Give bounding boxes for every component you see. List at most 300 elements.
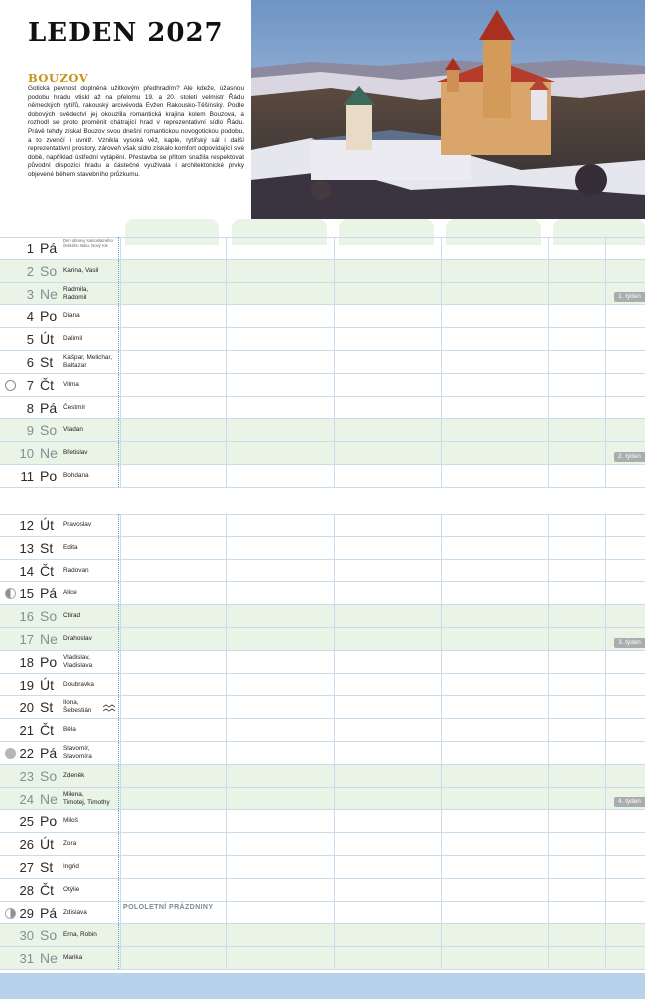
day-name: St: [40, 699, 54, 716]
column-divider: [441, 674, 442, 696]
day-name: Út: [40, 517, 54, 533]
column-divider: [334, 719, 335, 741]
column-divider: [120, 283, 121, 305]
month-title: LEDEN 2027: [28, 18, 224, 48]
day-row[interactable]: [0, 397, 645, 420]
column-divider: [548, 833, 549, 855]
column-divider: [334, 237, 335, 259]
column-divider: [334, 765, 335, 787]
column-divider: [605, 582, 606, 604]
column-divider: [334, 260, 335, 282]
name-day: Marika: [63, 954, 83, 962]
column-divider: [120, 374, 121, 396]
day-row[interactable]: [0, 856, 645, 879]
column-divider: [605, 833, 606, 855]
column-divider: [605, 419, 606, 441]
column-divider: [334, 788, 335, 810]
column-divider: [226, 419, 227, 441]
column-divider: [334, 924, 335, 946]
day-row[interactable]: [0, 674, 645, 697]
day-name: Pá: [40, 399, 58, 416]
column-divider: [605, 605, 606, 627]
column-divider: [605, 788, 606, 810]
day-row[interactable]: [0, 560, 645, 583]
column-divider: [441, 305, 442, 327]
column-divider: [548, 651, 549, 673]
column-divider: [120, 742, 121, 764]
name-day: Zdeněk: [63, 771, 85, 779]
column-divider: [120, 537, 121, 559]
day-name: Ne: [40, 445, 58, 462]
column-divider: [441, 696, 442, 718]
column-divider: [120, 442, 121, 464]
column-divider: [441, 283, 442, 305]
column-divider: [441, 442, 442, 464]
day-name: Út: [40, 836, 54, 853]
day-row[interactable]: [0, 788, 645, 811]
column-divider: [120, 947, 121, 969]
column-divider: [605, 947, 606, 969]
day-row[interactable]: [0, 374, 645, 397]
day-number: 10: [19, 446, 34, 462]
aquarius-icon: [103, 704, 115, 712]
day-name: Čt: [40, 562, 54, 579]
column-divider: [226, 605, 227, 627]
column-divider: [334, 810, 335, 832]
day-number: 28: [19, 882, 34, 898]
column-divider: [120, 328, 121, 350]
column-divider: [226, 582, 227, 604]
column-divider: [226, 765, 227, 787]
name-day: Radmila, Radomil: [63, 285, 89, 301]
column-divider: [120, 788, 121, 810]
day-name: So: [40, 608, 58, 625]
column-divider: [605, 651, 606, 673]
day-row[interactable]: [0, 765, 645, 788]
column-divider: [334, 947, 335, 969]
day-row[interactable]: [0, 514, 645, 537]
name-day: Ingrid: [63, 863, 79, 870]
column-divider: [441, 397, 442, 419]
day-name: Pá: [40, 240, 58, 256]
column-divider: [226, 696, 227, 718]
day-number: 15: [19, 586, 34, 602]
column-divider: [605, 628, 606, 650]
column-divider: [120, 397, 121, 419]
column-divider: [334, 560, 335, 582]
day-row[interactable]: [0, 328, 645, 351]
name-day: Otýlie: [63, 885, 80, 893]
column-divider: [334, 328, 335, 350]
name-day: Zdislava: [63, 908, 87, 916]
column-divider: [548, 560, 549, 582]
column-divider: [605, 924, 606, 946]
column-divider: [548, 924, 549, 946]
day-number: 12: [19, 518, 34, 533]
column-divider: [441, 902, 442, 924]
column-divider: [548, 856, 549, 878]
name-day: Radovan: [63, 566, 89, 574]
column-divider: [605, 374, 606, 396]
day-name: Ne: [40, 631, 58, 647]
castle-photo: [251, 0, 645, 219]
name-day: Čestmír: [63, 403, 86, 411]
column-divider: [226, 833, 227, 855]
column-divider: [441, 605, 442, 627]
column-divider: [120, 765, 121, 787]
name-day: Ctirad: [63, 612, 81, 620]
tab-row: [0, 219, 645, 237]
column-divider: [441, 537, 442, 559]
day-number: 16: [19, 609, 34, 625]
day-name: Čt: [40, 722, 54, 739]
column-divider: [441, 788, 442, 810]
column-divider: [334, 351, 335, 373]
column-divider: [226, 810, 227, 832]
column-divider: [548, 582, 549, 604]
name-day: Doubravka: [63, 680, 94, 688]
column-divider: [605, 260, 606, 282]
column-divider: [226, 674, 227, 696]
column-divider: [548, 465, 549, 487]
column-divider: [548, 260, 549, 282]
column-divider: [334, 856, 335, 878]
name-day: Dalimil: [63, 335, 83, 343]
column-divider: [605, 328, 606, 350]
column-divider: [334, 537, 335, 559]
column-divider: [548, 537, 549, 559]
column-divider: [120, 514, 121, 536]
name-day: Kašpar, Melichar, Baltazar: [63, 354, 113, 369]
column-divider: [120, 628, 121, 650]
column-divider: [120, 605, 121, 627]
column-divider: [548, 374, 549, 396]
day-number: 29: [19, 905, 34, 921]
column-divider: [605, 879, 606, 901]
column-divider: [441, 924, 442, 946]
column-divider: [226, 742, 227, 764]
column-divider: [441, 879, 442, 901]
column-divider: [548, 719, 549, 741]
column-divider: [226, 465, 227, 487]
column-divider: [120, 465, 121, 487]
day-number: 11: [20, 469, 34, 484]
day-name: Po: [40, 813, 58, 830]
week-number-badge: 4. týden: [614, 797, 645, 807]
day-row[interactable]: [0, 260, 645, 283]
day-number: 27: [19, 860, 34, 875]
column-divider: [605, 442, 606, 464]
column-divider: [605, 514, 606, 536]
column-divider: [120, 856, 121, 878]
column-divider: [334, 651, 335, 673]
day-number: 6: [26, 355, 34, 370]
column-divider: [334, 465, 335, 487]
day-row[interactable]: [0, 924, 645, 947]
name-day: Vladan: [63, 426, 83, 434]
day-row[interactable]: [0, 879, 645, 902]
column-divider: [605, 537, 606, 559]
column-divider: [334, 374, 335, 396]
day-name: Ne: [40, 790, 58, 807]
column-divider: [605, 742, 606, 764]
column-divider: [334, 605, 335, 627]
column-divider: [120, 351, 121, 373]
column-divider: [548, 419, 549, 441]
name-day: Miloš: [63, 817, 78, 825]
day-name: Po: [40, 308, 58, 325]
column-divider: [120, 651, 121, 673]
column-divider: [441, 742, 442, 764]
column-divider: [605, 560, 606, 582]
column-divider: [441, 651, 442, 673]
day-name: Po: [40, 653, 58, 670]
column-divider: [605, 856, 606, 878]
holiday-label: POLOLETNÍ PRÁZDNINY: [123, 903, 214, 911]
column-divider: [120, 719, 121, 741]
day-number: 5: [26, 332, 34, 348]
day-row[interactable]: [0, 537, 645, 560]
column-divider: [548, 742, 549, 764]
day-name: Pá: [40, 585, 58, 602]
day-number: 21: [19, 723, 34, 739]
grid-gap: [0, 488, 645, 514]
footer-band: [0, 973, 645, 999]
day-row[interactable]: [0, 902, 645, 925]
name-day: Běla: [63, 726, 76, 734]
column-divider: [120, 833, 121, 855]
day-number: 18: [19, 654, 34, 670]
day-number: 26: [19, 837, 34, 853]
column-divider: [226, 924, 227, 946]
column-divider: [226, 397, 227, 419]
day-name: So: [40, 927, 58, 944]
day-number: 22: [19, 746, 34, 761]
week-number-badge: 3. týden: [614, 638, 645, 648]
column-divider: [120, 810, 121, 832]
column-divider: [120, 560, 121, 582]
column-divider: [441, 374, 442, 396]
column-divider: [334, 305, 335, 327]
column-divider: [120, 924, 121, 946]
column-divider: [605, 674, 606, 696]
column-divider: [548, 947, 549, 969]
column-divider: [548, 605, 549, 627]
day-name: So: [40, 262, 58, 279]
column-divider: [226, 947, 227, 969]
column-divider: [226, 237, 227, 259]
column-divider: [548, 514, 549, 536]
column-divider: [441, 560, 442, 582]
column-divider: [441, 514, 442, 536]
column-divider: [441, 582, 442, 604]
day-name: St: [40, 539, 54, 556]
day-number: 31: [19, 951, 34, 967]
column-divider: [548, 283, 549, 305]
column-divider: [334, 742, 335, 764]
column-divider: [226, 788, 227, 810]
day-number: 23: [19, 768, 34, 784]
day-row[interactable]: [0, 742, 645, 765]
column-divider: [334, 879, 335, 901]
day-name: Ne: [40, 950, 58, 967]
day-row[interactable]: [0, 351, 645, 374]
day-number: 20: [19, 700, 34, 716]
column-divider: [334, 582, 335, 604]
column-divider: [605, 810, 606, 832]
day-number: 3: [26, 286, 34, 302]
column-divider: [120, 419, 121, 441]
name-day: Karina, Vasil: [63, 266, 99, 274]
day-name: Pá: [40, 745, 58, 761]
column-divider: [226, 442, 227, 464]
day-row[interactable]: [0, 442, 645, 465]
name-day: Bohdana: [63, 472, 89, 479]
day-number: 9: [26, 423, 34, 439]
column-divider: [441, 628, 442, 650]
column-divider: [334, 397, 335, 419]
day-name: Ne: [40, 285, 58, 302]
name-day: Milena, Timotej, Timothy: [63, 790, 110, 806]
column-divider: [605, 237, 606, 259]
day-name: St: [40, 354, 54, 370]
column-divider: [226, 879, 227, 901]
day-name: Pá: [40, 904, 58, 921]
column-divider: [226, 537, 227, 559]
column-divider: [548, 674, 549, 696]
column-divider: [548, 442, 549, 464]
column-divider: [334, 833, 335, 855]
column-divider: [441, 351, 442, 373]
day-row[interactable]: [0, 696, 645, 719]
day-row[interactable]: [0, 628, 645, 651]
day-name: Út: [40, 676, 54, 693]
column-divider: [605, 351, 606, 373]
day-row[interactable]: [0, 605, 645, 628]
column-divider: [120, 879, 121, 901]
column-divider: [226, 260, 227, 282]
column-divider: [441, 856, 442, 878]
name-day: Diana: [63, 312, 80, 320]
column-divider: [548, 351, 549, 373]
column-divider: [441, 237, 442, 259]
day-number: 13: [19, 540, 34, 556]
column-divider: [441, 833, 442, 855]
name-day: Zora: [63, 840, 77, 848]
column-divider: [605, 719, 606, 741]
column-divider: [334, 419, 335, 441]
day-name: Čt: [40, 376, 54, 393]
day-row[interactable]: [0, 283, 645, 306]
column-divider: [548, 902, 549, 924]
column-divider: [334, 514, 335, 536]
column-divider: [605, 765, 606, 787]
name-day: Vilma: [63, 380, 79, 388]
column-divider: [226, 651, 227, 673]
column-divider: [441, 810, 442, 832]
day-row[interactable]: [0, 237, 645, 260]
column-divider: [120, 696, 121, 718]
name-day: Drahoslav: [63, 635, 92, 642]
column-divider: [334, 283, 335, 305]
column-divider: [334, 674, 335, 696]
column-divider: [226, 305, 227, 327]
column-divider: [441, 465, 442, 487]
day-number: 17: [19, 632, 34, 647]
column-divider: [605, 465, 606, 487]
day-name: So: [40, 422, 58, 439]
column-divider: [605, 696, 606, 718]
column-divider: [120, 260, 121, 282]
column-divider: [548, 696, 549, 718]
column-divider: [605, 397, 606, 419]
column-divider: [226, 351, 227, 373]
name-day: Vladislav, Vladislava: [63, 653, 93, 669]
day-name: Čt: [40, 881, 54, 898]
day-name: St: [40, 859, 54, 875]
place-description: Gotická pevnost doplněná užitkovým předhradím? Ale kdeže, úžasnou podobu hradu vtiskl až na přelomu 19. a 20. století velmistr Řádu německých rytířů, rakouský arcivévoda Evžen Rakousko-Těšínský. Podle dobových svědectví jej okouzlila romantická krajina kolem Bouzova, a rozhodl se proto proměnit chátrající hrad v reprezentativní sídlo Řádu. Právě tehdy získal Bouzov svou dnešní romantickou novogotickou podobu, a to zvenčí i uvnitř. Vznikla vysoká věž, kaple, rytířský sál i další reprezentativní prostory, zároveň však sídlo získalo komfort odpovídající své době, například ústřední vytápění. Přestavba se přitom snažila respektovat původní dispozici hradu a částečné využívala i architektonické prvky objevené během stavebního průzkumu.: [28, 85, 244, 178]
week-number-badge: 1. týden: [614, 292, 645, 302]
day-row[interactable]: [0, 833, 645, 856]
name-day: Břetislav: [63, 449, 88, 457]
column-divider: [441, 719, 442, 741]
column-divider: [226, 902, 227, 924]
name-day: Slavomír, Slavomíra: [63, 745, 92, 760]
column-divider: [226, 856, 227, 878]
column-divider: [441, 947, 442, 969]
column-divider: [548, 328, 549, 350]
name-day: Den obnovy samostatného českého státu, Nový rok: [63, 238, 113, 249]
place-title: BOUZOV: [28, 71, 89, 85]
day-name: Po: [40, 468, 58, 484]
week-number-badge: 2. týden: [614, 452, 645, 462]
name-day: Edita: [63, 543, 78, 551]
column-divider: [548, 237, 549, 259]
day-row[interactable]: [0, 947, 645, 970]
column-divider: [605, 283, 606, 305]
column-divider: [226, 719, 227, 741]
column-divider: [226, 560, 227, 582]
name-day: Pravoslav: [63, 521, 92, 528]
day-row[interactable]: [0, 582, 645, 605]
column-divider: [120, 674, 121, 696]
day-number: 19: [19, 677, 34, 693]
column-divider: [441, 260, 442, 282]
day-number: 8: [26, 400, 34, 416]
column-divider: [441, 419, 442, 441]
column-divider: [226, 514, 227, 536]
day-number: 1: [26, 241, 34, 256]
column-divider: [548, 397, 549, 419]
day-number: 14: [19, 563, 34, 579]
column-divider: [120, 305, 121, 327]
column-divider: [120, 582, 121, 604]
day-name: Út: [40, 331, 54, 348]
day-row[interactable]: [0, 419, 645, 442]
name-day: Erna, Robin: [63, 931, 97, 939]
column-divider: [548, 628, 549, 650]
column-divider: [120, 237, 121, 259]
column-divider: [334, 442, 335, 464]
day-number: 25: [19, 814, 34, 830]
day-row[interactable]: [0, 719, 645, 742]
column-divider: [548, 810, 549, 832]
day-number: 4: [26, 309, 34, 325]
column-divider: [334, 628, 335, 650]
column-divider: [226, 328, 227, 350]
column-divider: [548, 765, 549, 787]
column-divider: [548, 879, 549, 901]
